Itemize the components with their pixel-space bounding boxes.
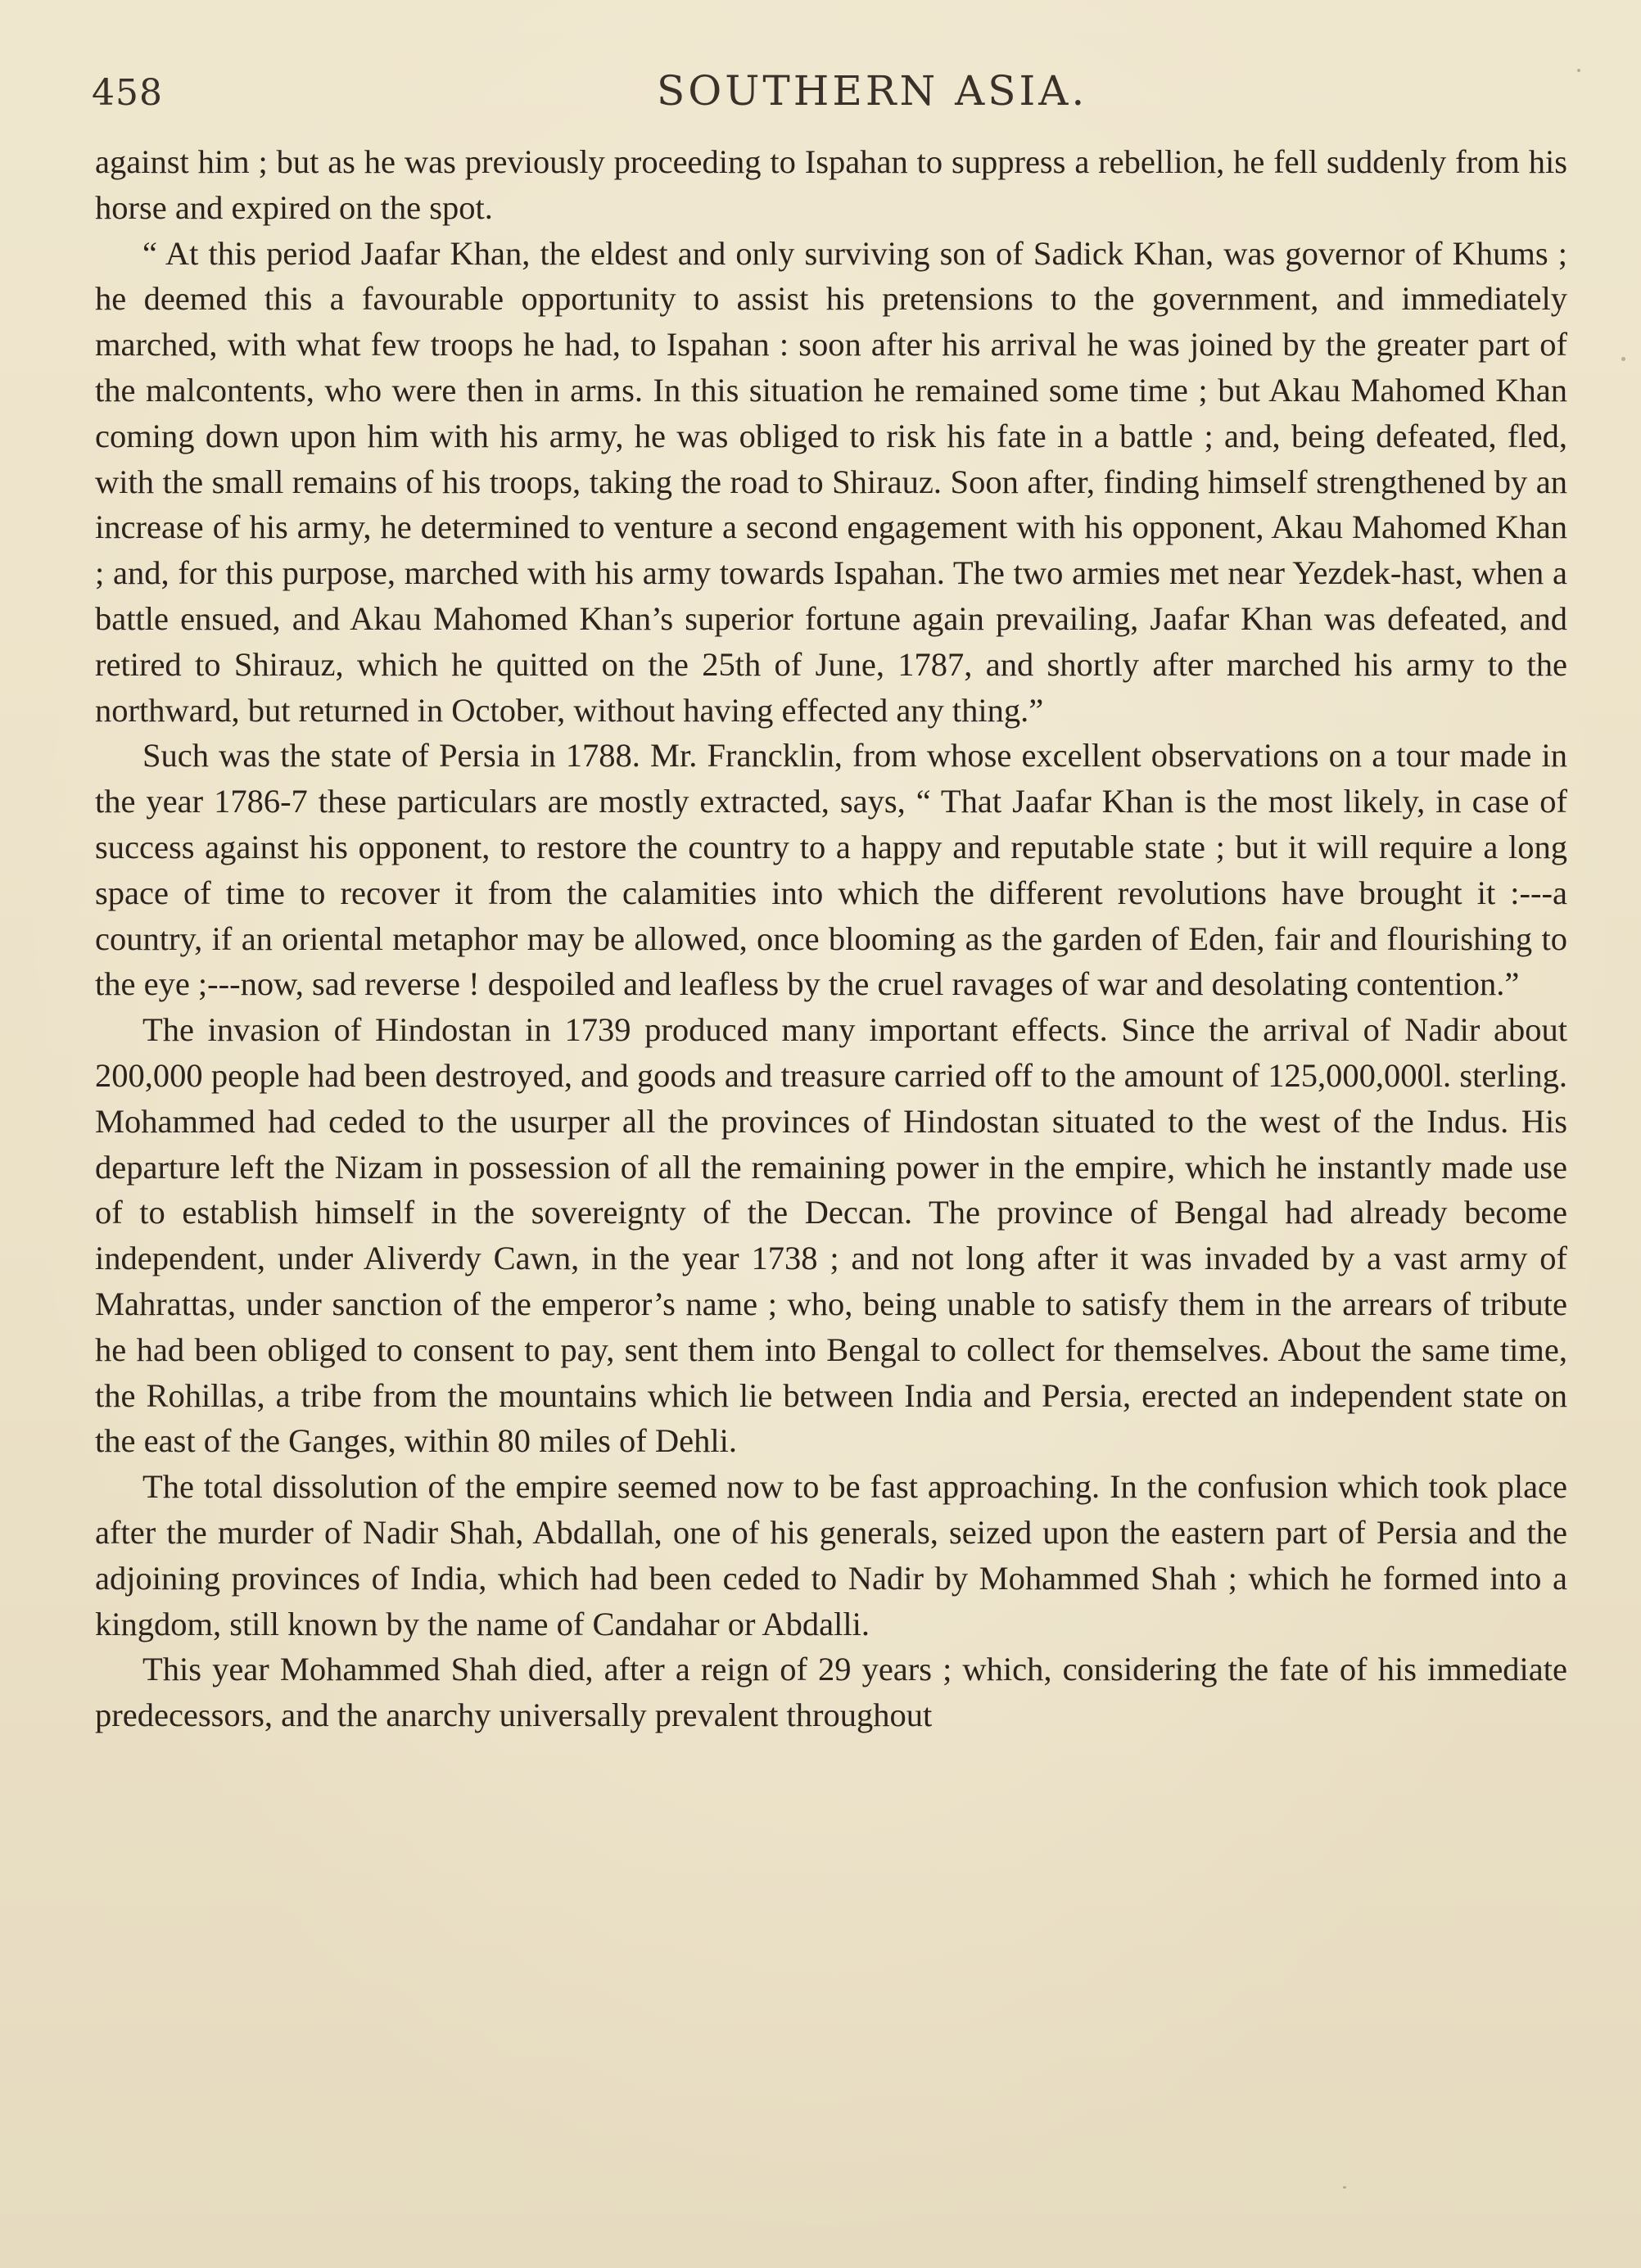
paper-speck xyxy=(1343,2186,1346,2189)
running-title: SOUTHERN ASIA. xyxy=(657,67,1088,115)
page-number: 458 xyxy=(92,72,163,114)
paragraph-dissolution-of-empire: The total dissolution of the empire seemed now to be fast approaching. In the confusion which took place after the murder of Nadir Shah, Abdallah, one of his generals, seized upon the eastern part of Persia and the adjoining provinces of India, which had been ceded to Nadir by Mohammed Shah ; which he formed into a kingdom, still known by the name of Candahar or Abdalli. xyxy=(95,1468,1567,1642)
body-text xyxy=(95,139,1567,1738)
paragraph-jaafar-khan-quote: “ At this period Jaafar Khan, the eldest and only surviving son of Sadick Khan, was governor of Khums ; he deemed this a favourable opportunity to assist his pretensions to the government, and immediately marched, with what few troops he had, to Ispahan : soon after his arrival he was joined by the greater part of the malcontents, who were then in arms. In this situation he remained some time ; but Akau Mahomed Khan coming down upon him with his army, he was obliged to risk his fate in a battle ; and, being defeated, fled, with the small remains of his troops, taking the road to Shirauz. Soon after, finding himself strengthened by an increase of his army, he determined to venture a second engagement with his opponent, Akau Mahomed Khan ; and, for this purpose, marched with his army towards Ispahan. The two armies met near Yezdek-hast, when a battle ensued, and Akau Mahomed Khan’s superior fortune again prevailing, Jaafar Khan was defeated, and retired to Shirauz, which he quitted on the 25th of June, 1787, and shortly after marched his army to the northward, but returned in October, without having effected any thing.” xyxy=(95,234,1567,729)
paragraph-state-of-persia: Such was the state of Persia in 1788. Mr. Francklin, from whose excellent observations on a tour made in the year 1786-7 these particulars are mostly extracted, says, “ That Jaafar Khan is the most likely, in case of success against his opponent, to restore the country to a happy and reputable state ; but it will require a long space of time to recover it from the calamities into which the different revolutions have brought it :---a country, if an oriental metaphor may be allowed, once blooming as the garden of Eden, fair and flourishing to the eye ;---now, sad reverse ! despoiled and leafless by the cruel ravages of war and desolating contention.” xyxy=(95,737,1567,1003)
running-head xyxy=(92,64,1566,121)
paragraph-continued: against him ; but as he was previously proceeding to Ispahan to suppress a rebellion, he fell suddenly from his horse and expired on the spot. xyxy=(95,143,1567,226)
paragraph-invasion-of-hindostan: The invasion of Hindostan in 1739 produced many important effects. Since the arrival of Nadir about 200,000 people had been destroyed, and goods and treasure carried off to the amount of 125,000,000l. sterling. Mohammed had ceded to the usurper all the provinces of Hindostan situated to the west of the Indus. His departure left the Nizam in possession of all the remaining power in the empire, which he instantly made use of to establish himself in the sovereignty of the Deccan. The province of Bengal had already become independent, under Aliverdy Cawn, in the year 1738 ; and not long after it was invaded by a vast army of Mahrattas, under sanction of the emperor’s name ; who, being unable to satisfy them in the arrears of tribute he had been obliged to consent to pay, sent them into Bengal to collect for themselves. About the same time, the Rohillas, a tribe from the mountains which lie between India and Persia, erected an independent state on the east of the Ganges, within 80 miles of Dehli. xyxy=(95,1011,1567,1460)
paragraph-mohammed-shah-died: This year Mohammed Shah died, after a reign of 29 years ; which, considering the fate of his immediate predecessors, and the anarchy universally prevalent throughout xyxy=(95,1651,1567,1734)
paper-speck xyxy=(901,852,903,854)
paper-speck xyxy=(1577,69,1580,72)
paper-speck xyxy=(1621,357,1625,361)
